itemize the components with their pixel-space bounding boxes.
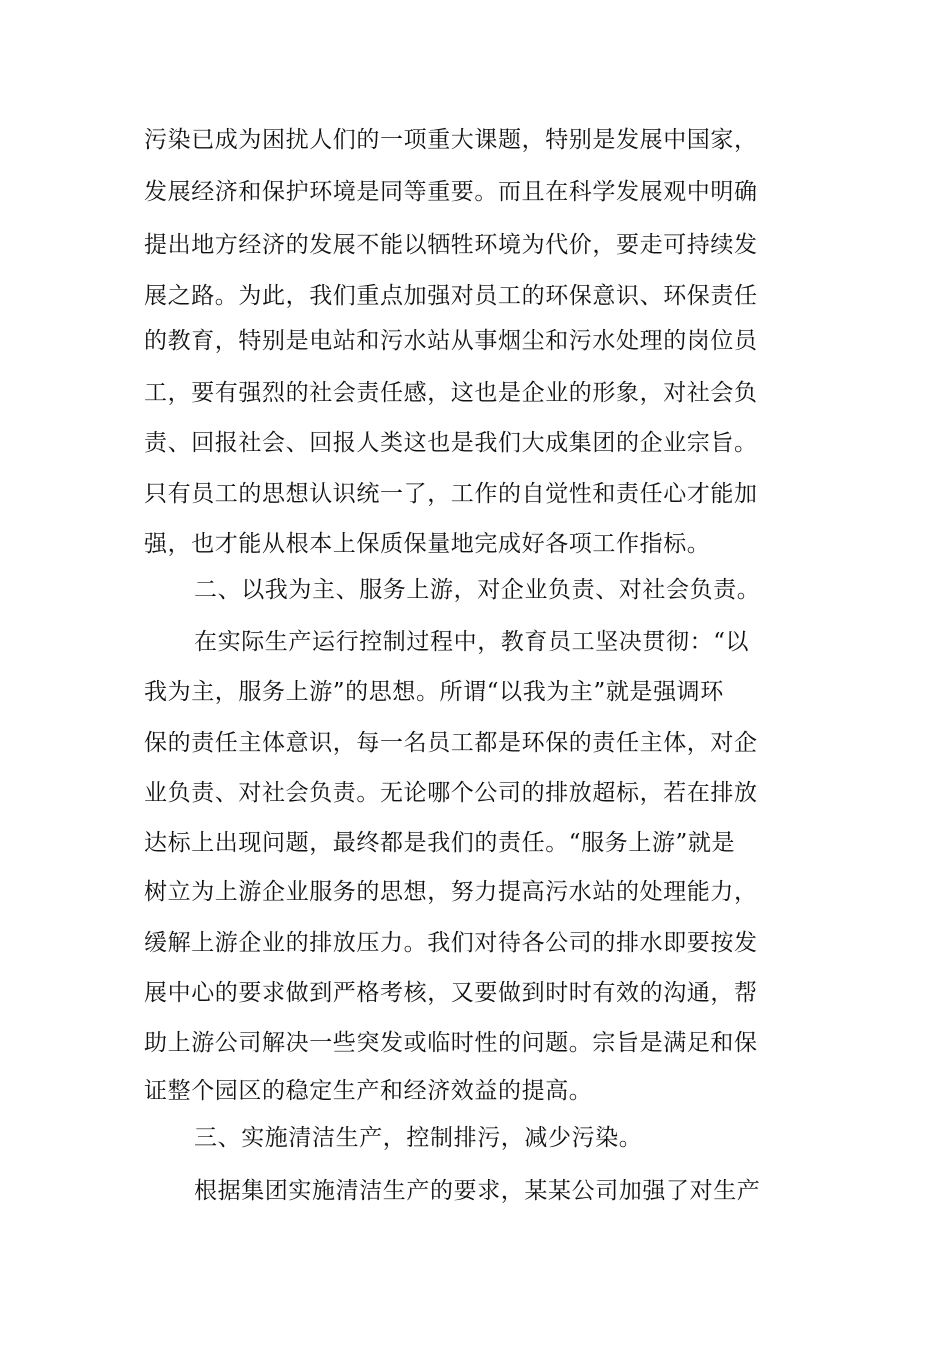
text-line: 达标上出现问题，最终都是我们的责任。“服务上游”就是 xyxy=(144,830,736,856)
text-line: 强，也才能从根本上保质保量地完成好各项工作指标。 xyxy=(144,531,711,557)
text-line: 缓解上游企业的排放压力。我们对待各公司的排水即要按发 xyxy=(144,930,758,956)
section-heading: 三、实施清洁生产，控制排污，减少污染。 xyxy=(194,1125,643,1151)
text-line: 保的责任主体意识，每一名员工都是环保的责任主体，对企 xyxy=(144,730,758,756)
text-line: 在实际生产运行控制过程中，教育员工坚决贯彻：“以 xyxy=(194,629,750,655)
text-line: 工，要有强烈的社会责任感，这也是企业的形象，对社会负 xyxy=(144,380,758,406)
text-line: 证整个园区的稳定生产和经济效益的提高。 xyxy=(144,1078,593,1104)
text-line: 展中心的要求做到严格考核，又要做到时时有效的沟通，帮 xyxy=(144,980,758,1006)
text-line: 展之路。为此，我们重点加强对员工的环保意识、环保责任 xyxy=(144,283,758,309)
text-line: 提出地方经济的发展不能以牺牲环境为代价，要走可持续发 xyxy=(144,232,758,258)
text-line: 业负责、对社会负责。无论哪个公司的排放超标，若在排放 xyxy=(144,780,758,806)
text-line: 助上游公司解决一些突发或临时性的问题。宗旨是满足和保 xyxy=(144,1030,758,1056)
text-line: 的教育，特别是电站和污水站从事烟尘和污水处理的岗位员 xyxy=(144,328,758,354)
text-line: 污染已成为困扰人们的一项重大课题，特别是发展中国家， xyxy=(144,127,758,153)
text-line: 责、回报社会、回报人类这也是我们大成集团的企业宗旨。 xyxy=(144,430,758,456)
text-line: 我为主，服务上游”的思想。所谓“以我为主”就是强调环 xyxy=(144,679,724,705)
text-line: 树立为上游企业服务的思想，努力提高污水站的处理能力， xyxy=(144,879,758,905)
section-heading: 二、以我为主、服务上游，对企业负责、对社会负责。 xyxy=(194,577,761,603)
text-line: 只有员工的思想认识统一了，工作的自觉性和责任心才能加 xyxy=(144,481,758,507)
text-line: 根据集团实施清洁生产的要求，某某公司加强了对生产 xyxy=(194,1178,761,1204)
text-line: 发展经济和保护环境是同等重要。而且在科学发展观中明确 xyxy=(144,179,758,205)
